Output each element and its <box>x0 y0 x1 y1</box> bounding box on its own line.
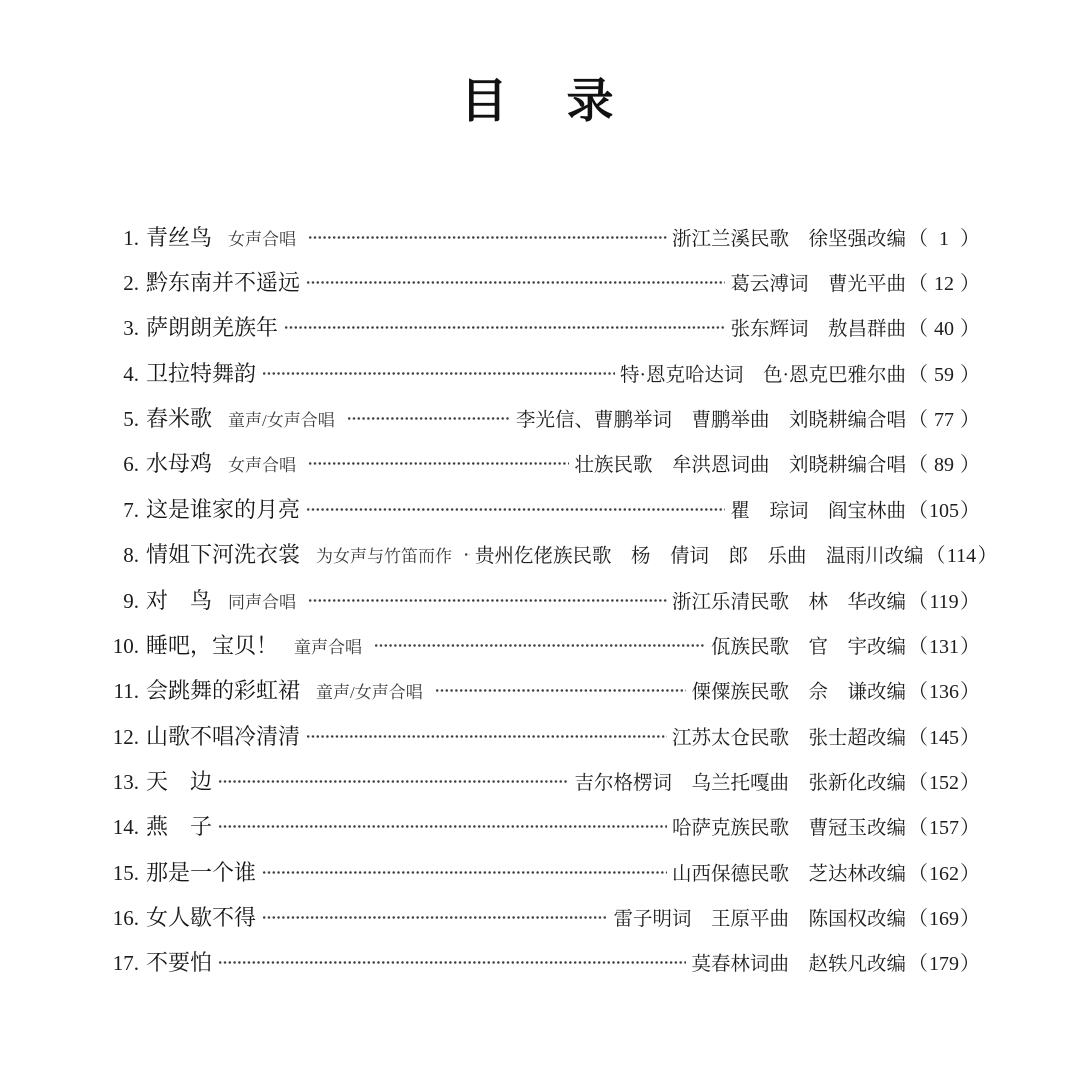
paren-open-icon: （ <box>908 273 928 296</box>
entry-page-number <box>908 589 980 615</box>
paren-open-icon: （ <box>908 953 928 976</box>
entry-title: 山歌不唱冷清清 <box>146 723 301 749</box>
paren-open-icon: （ <box>908 862 928 885</box>
entry-page-number <box>908 316 980 342</box>
entry-page-number <box>908 498 980 524</box>
entry-credits: 哈萨克族民歌 曹冠玉改编 <box>671 818 906 840</box>
paren-close-icon: ） <box>960 363 980 386</box>
entry-title: 那是一个谁 <box>146 859 257 885</box>
page-number-value: 105 <box>929 499 959 522</box>
entry-title: 青丝鸟 <box>146 224 213 250</box>
toc-entry <box>105 451 980 496</box>
entry-subtitle: 童声/女声合唱 <box>316 683 423 703</box>
entry-page-number <box>908 634 980 660</box>
entry-page-number <box>908 861 980 887</box>
paren-open-icon: （ <box>908 454 928 477</box>
paren-close-icon: ） <box>960 907 980 930</box>
entry-subtitle: 女声合唱 <box>228 456 297 476</box>
toc-entry <box>105 270 980 315</box>
dot-leader <box>308 593 667 608</box>
entry-title: 水母鸡 <box>146 451 213 477</box>
paren-close-icon: ） <box>960 862 980 885</box>
toc-entry <box>105 769 980 814</box>
toc-entry <box>105 905 980 950</box>
paren-open-icon: （ <box>908 635 928 658</box>
entry-credits: 雷子明词 王原平曲 陈国权改编 <box>613 908 906 930</box>
page-title: 目 录 <box>460 76 620 128</box>
entry-title: 黔东南并不遥远 <box>146 270 301 296</box>
entry-title: 不要怕 <box>146 950 213 976</box>
toc-entry <box>105 814 980 859</box>
paren-close-icon: ） <box>960 227 980 250</box>
page-number-value: 179 <box>929 953 959 976</box>
paren-open-icon: （ <box>908 409 928 432</box>
entry-number: 17. <box>112 951 139 976</box>
page-number-value: 131 <box>929 635 959 658</box>
page-number-value: 1 <box>939 227 949 250</box>
paren-close-icon: ） <box>960 681 980 704</box>
entry-number: 11. <box>113 679 139 704</box>
page-number-value: 77 <box>934 409 954 432</box>
paren-open-icon: （ <box>908 227 928 250</box>
toc-entry <box>105 406 980 451</box>
entry-page-number <box>908 407 980 433</box>
paren-close-icon: ） <box>960 726 980 749</box>
page-number-value: 169 <box>929 907 959 930</box>
entry-subtitle: 童声合唱 <box>294 637 363 657</box>
entry-title: 这是谁家的月亮 <box>146 496 301 522</box>
entry-title: 舂米歌 <box>146 406 213 432</box>
entry-title: 对 鸟 <box>146 587 213 613</box>
entry-credits: 张东辉词 敖昌群曲 <box>730 319 906 341</box>
entry-title: 天 边 <box>146 768 213 794</box>
paren-open-icon: （ <box>908 771 928 794</box>
dot-leader <box>464 547 470 562</box>
dot-leader <box>218 955 686 970</box>
paren-open-icon: （ <box>925 545 946 568</box>
entry-credits: 佤族民歌 官 宇改编 <box>710 636 906 658</box>
paren-open-icon: （ <box>908 318 928 341</box>
page-number-value: 145 <box>929 726 959 749</box>
entry-credits: 贵州仡佬族民歌 杨 倩词 郎 乐曲 温雨川改编 <box>475 546 924 568</box>
entry-page-number <box>908 951 980 977</box>
dot-leader <box>306 275 725 290</box>
paren-close-icon: ） <box>960 409 980 432</box>
page-number-value: 157 <box>929 817 959 840</box>
entry-number: 12. <box>112 724 139 749</box>
dot-leader <box>262 366 615 381</box>
entry-credits: 葛云溥词 曹光平曲 <box>730 274 906 296</box>
entry-number: 10. <box>112 633 139 658</box>
paren-open-icon: （ <box>908 499 928 522</box>
paren-open-icon: （ <box>908 681 928 704</box>
entry-number: 6. <box>123 452 139 477</box>
entry-subtitle: 同声合唱 <box>228 592 297 612</box>
entry-page-number <box>908 452 980 478</box>
paren-close-icon: ） <box>960 817 980 840</box>
dot-leader <box>435 683 687 698</box>
entry-page-number <box>908 271 980 297</box>
paren-close-icon: ） <box>960 771 980 794</box>
entry-number: 4. <box>123 361 139 386</box>
paren-open-icon: （ <box>908 726 928 749</box>
entry-credits: 傈僳族民歌 佘 谦改编 <box>691 682 906 704</box>
entry-page-number <box>908 725 980 751</box>
entry-credits: 江苏太仓民歌 张士超改编 <box>671 727 906 749</box>
entry-credits: 特·恩克哈达词 色·恩克巴雅尔曲 <box>620 364 906 386</box>
entry-title: 燕 子 <box>146 814 213 840</box>
toc-entry <box>105 633 980 678</box>
entry-number: 1. <box>123 225 139 250</box>
entry-credits: 山西保德民歌 芝达林改编 <box>671 863 906 885</box>
dot-leader <box>347 411 511 426</box>
entry-credits: 莫春林词曲 赵轶凡改编 <box>691 954 906 976</box>
page-number-value: 136 <box>929 681 959 704</box>
paren-close-icon: ） <box>960 590 980 613</box>
entry-credits: 浙江乐清民歌 林 华改编 <box>671 591 906 613</box>
entry-number: 2. <box>123 271 139 296</box>
dot-leader <box>218 819 667 834</box>
paren-close-icon: ） <box>960 318 980 341</box>
entry-page-number <box>908 815 980 841</box>
toc-entry <box>105 724 980 769</box>
paren-close-icon: ） <box>960 273 980 296</box>
toc-entry <box>105 678 980 723</box>
toc-entry <box>105 225 980 270</box>
entry-subtitle: 女声合唱 <box>228 229 297 249</box>
entry-title: 女人歇不得 <box>146 904 257 930</box>
dot-leader <box>262 865 667 880</box>
entry-number: 8. <box>123 543 139 568</box>
page-number-value: 114 <box>946 545 977 568</box>
entry-page-number <box>908 679 980 705</box>
paren-open-icon: （ <box>908 363 928 386</box>
entry-title: 卫拉特舞韵 <box>146 360 257 386</box>
paren-open-icon: （ <box>908 907 928 930</box>
paren-close-icon: ） <box>960 953 980 976</box>
toc-entry <box>105 950 980 995</box>
toc-list <box>105 224 998 996</box>
entry-page-number <box>926 543 998 569</box>
entry-number: 5. <box>123 407 139 432</box>
page-number-value: 89 <box>934 454 954 477</box>
dot-leader <box>284 320 725 335</box>
entry-credits: 李光信、曹鹏举词 曹鹏举曲 刘晓耕编合唱 <box>515 410 906 432</box>
toc-entry <box>105 361 980 406</box>
entry-page-number <box>908 226 980 252</box>
page-number-value: 162 <box>929 862 959 885</box>
dot-leader <box>308 230 667 245</box>
entry-number: 9. <box>123 588 139 613</box>
page-number-value: 152 <box>929 771 959 794</box>
paren-close-icon: ） <box>960 499 980 522</box>
entry-credits: 壮族民歌 牟洪恩词曲 刘晓耕编合唱 <box>574 455 906 477</box>
entry-page-number <box>908 362 980 388</box>
paren-open-icon: （ <box>908 817 928 840</box>
entry-number: 15. <box>112 860 139 885</box>
dot-leader <box>308 456 569 471</box>
dot-leader <box>218 774 569 789</box>
dot-leader <box>374 638 706 653</box>
page-number-value: 59 <box>934 363 954 386</box>
entry-subtitle: 为女声与竹笛而作 <box>316 547 453 567</box>
entry-title: 萨朗朗羌族年 <box>146 315 279 341</box>
entry-number: 7. <box>123 497 139 522</box>
entry-page-number <box>908 906 980 932</box>
paren-open-icon: （ <box>908 590 928 613</box>
toc-entry <box>105 497 980 542</box>
dot-leader <box>306 502 725 517</box>
toc-entry <box>105 315 980 360</box>
entry-credits: 浙江兰溪民歌 徐坚强改编 <box>671 228 906 250</box>
dot-leader <box>306 729 667 744</box>
paren-close-icon: ） <box>960 635 980 658</box>
entry-number: 3. <box>123 316 139 341</box>
entry-page-number <box>908 770 980 796</box>
entry-title: 情姐下河洗衣裳 <box>146 542 301 568</box>
entry-number: 13. <box>112 769 139 794</box>
entry-credits: 吉尔格楞词 乌兰托嘎曲 张新化改编 <box>574 772 906 794</box>
entry-subtitle: 童声/女声合唱 <box>228 411 335 431</box>
toc-entry <box>105 588 980 633</box>
page-number-value: 119 <box>929 590 959 613</box>
page-number-value: 12 <box>934 273 954 296</box>
toc-entry <box>105 542 998 587</box>
entry-title: 会跳舞的彩虹裙 <box>146 678 301 704</box>
page-number-value: 40 <box>934 318 954 341</box>
entry-number: 14. <box>112 815 139 840</box>
toc-entry <box>105 860 980 905</box>
dot-leader <box>262 910 608 925</box>
entry-title: 睡吧，宝贝！ <box>146 632 279 658</box>
paren-close-icon: ） <box>977 545 998 568</box>
entry-number: 16. <box>112 905 139 930</box>
paren-close-icon: ） <box>960 454 980 477</box>
entry-credits: 瞿 琮词 阎宝林曲 <box>730 500 906 522</box>
